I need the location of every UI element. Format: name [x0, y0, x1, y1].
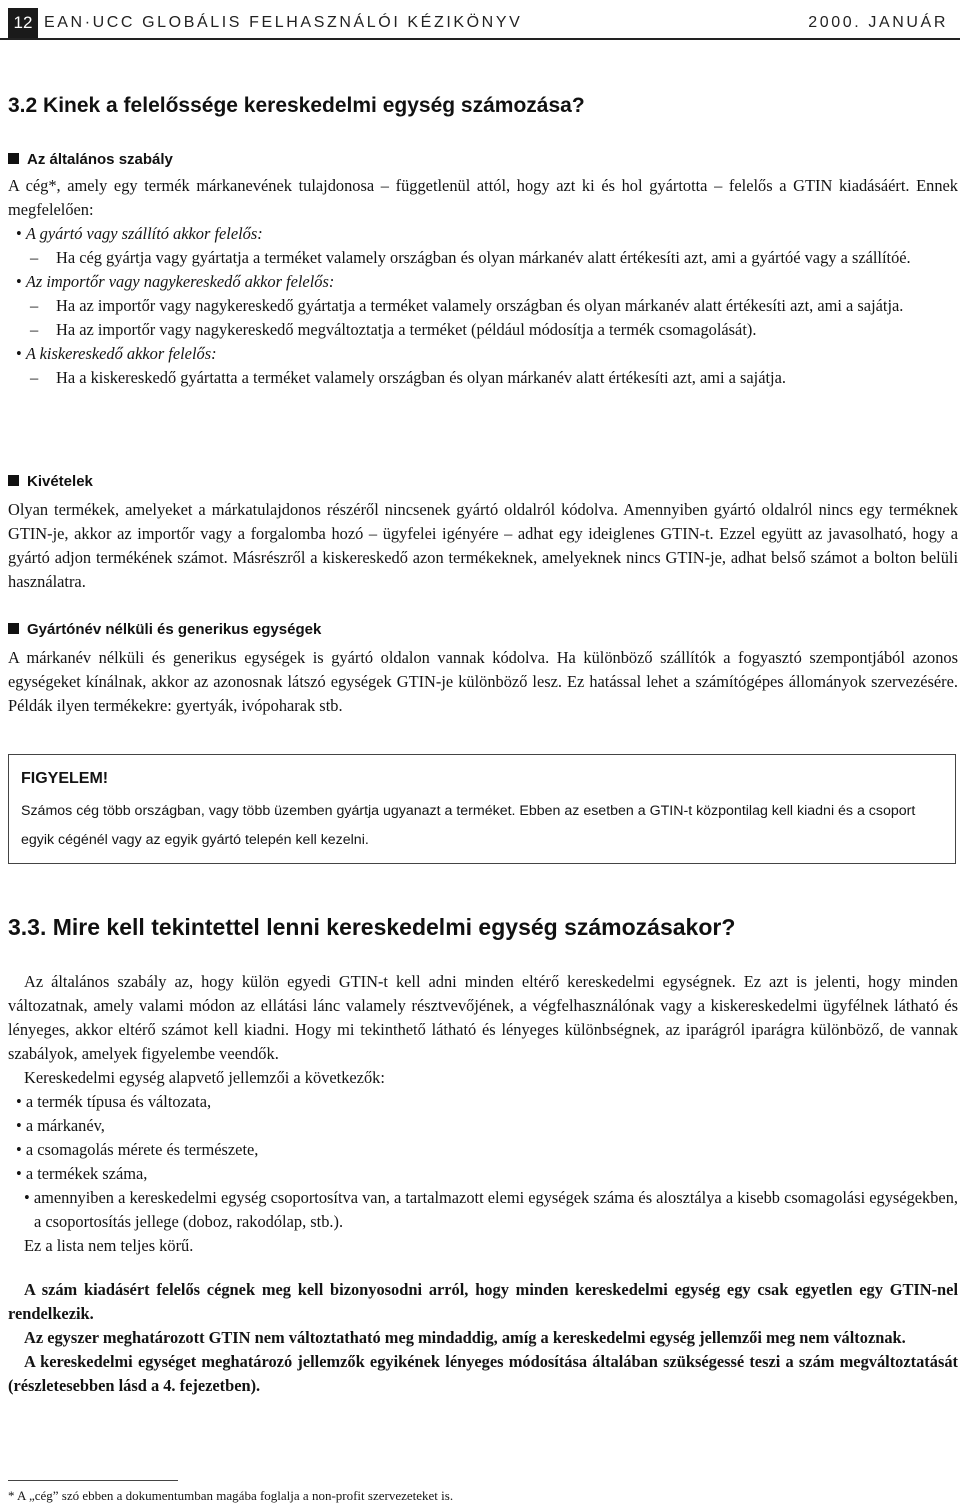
section-3-3-paragraph: Az általános szabály az, hogy külön egyedi GTIN-t kell adni minden eltérő kereskedelmi egységnek. Ez azt is jelenti, hogy minden változatnak, amely valami módon az ellátási lánc valamely résztvevőjének, a végfelhasználónak vagy a kiskereskedelmi ügyfélnek látható és lényeges, akkor eltérő számot kell kiadni. Hogy mi tekinthető látható és lényeges különbségnek, az iparágról iparágra különböző, de vannak szabályok, amelyek figyelembe veendők. — [8, 972, 958, 1063]
footnote-rule — [8, 1480, 178, 1481]
generic-block — [8, 646, 958, 718]
list-item: • a csomagolás mérete és természete, — [16, 1140, 259, 1159]
list-item: • a termék típusa és változata, — [16, 1092, 212, 1111]
exceptions-block — [8, 498, 958, 594]
exceptions-text: Olyan termékek, amelyeket a márkatulajdonos részéről nincsenek gyártó oldalról kódolva. Amennyiben gyártó oldalról nincs egy terméknek GTIN-je, akkor az importőr vagy a forgalomba hozó – ügyfelei igényére – adhat egy ideiglenes GTIN-t. Ezzel együtt az javasolható, hogy a gyártó adjon termékének számot. Másrészről a kiskereskedő azon termékeknek, amelyeknek nincs GTIN-je, adhat belső számot a bolton belüli használatra. — [8, 500, 958, 591]
sub-list-item: – Ha cég gyártja vagy gyártatja a terméket valamely országban és olyan márkanév alatt értékesíti azt, ami a gyártóé vagy a szállítóé. — [30, 248, 911, 267]
sub-list-item: – Ha az importőr vagy nagykereskedő megváltoztatja a terméket (például módosítja a termék csomagolását). — [30, 320, 757, 339]
list-item: • a márkanév, — [16, 1116, 105, 1135]
notice-box — [8, 754, 956, 864]
generic-text: A márkanév nélküli és generikus egységek is gyártó oldalon vannak kódolva. Ha különböző szállítók a fogyasztó szempontjából azonos egységeket kínálnak, akkor az azonosnak látszó egységek GTIN-je különböző lesz. Ez hatással lehet a számítógépes állományok szervezésére. Példák ilyen termékekre: gyertyák, ivópoharak stb. — [8, 648, 958, 715]
notice-text: Számos cég több országban, vagy több üzemben gyártja ugyanazt a terméket. Ebben az esetben a GTIN-t központilag kell kiadni és a csoport egyik cégénél vagy az egyik gyártó telepén kell kezelni. — [21, 803, 916, 848]
section-3-2-title: 3.2 Kinek a felelőssége kereskedelmi egység számozása? — [8, 94, 585, 117]
bold-paragraph: A kereskedelmi egységet meghatározó jellemzők egyikének lényeges módosítása általában szükségessé teszi a szám megváltoztatását (részletesebben lásd a 4. fejezetben). — [8, 1352, 958, 1395]
notice-title: FIGYELEM! — [21, 770, 109, 787]
list-item: • amennyiben a kereskedelmi egység csoportosítva van, a tartalmazott elemi egységek száma és alosztálya a kisebb csomagolási egységekben, a csoportosítás jellege (doboz, rakodólap, stb.). — [24, 1188, 958, 1231]
list-item: • A gyártó vagy szállító akkor felelős: — [16, 224, 263, 243]
page-number: 12 — [8, 8, 38, 38]
sub-list-item: – Ha a kiskereskedő gyártatta a terméket valamely országban és olyan márkanév alatt értékesíti azt, ami a sajátja. — [30, 368, 786, 387]
list-item: • Az importőr vagy nagykereskedő akkor felelős: — [16, 272, 335, 291]
bold-paragraph: A szám kiadásért felelős cégnek meg kell bizonyosodni arról, hogy minden kereskedelmi egység egy csak egyetlen egy GTIN-nel rendelkezik. — [8, 1280, 958, 1323]
square-bullet-icon — [8, 623, 19, 634]
footnote: * A „cég” szó ebben a dokumentumban magába foglalja a non-profit szervezeteket is. — [8, 1488, 454, 1503]
exceptions-heading: Kivételek — [8, 472, 93, 492]
running-title: EAN·UCC GLOBÁLIS FELHASZNÁLÓI KÉZIKÖNYV — [44, 14, 523, 31]
sub-list-item: – Ha az importőr vagy nagykereskedő gyártatja a terméket valamely országban és olyan márkanév alatt értékesíti azt, ami a sajátja. — [30, 296, 904, 315]
section-3-3-block — [8, 970, 958, 1398]
square-bullet-icon — [8, 153, 19, 164]
general-rule-intro: A cég*, amely egy termék márkanevének tulajdonosa – függetlenül attól, hogy azt ki és hol gyártotta – felelős a GTIN kiadásáért. Ennek megfelelően: — [8, 176, 958, 219]
list-outro: Ez a lista nem teljes körű. — [24, 1236, 194, 1255]
header-rule — [0, 38, 960, 40]
running-date: 2000. JANUÁR — [808, 14, 948, 31]
generic-heading: Gyártónév nélküli és generikus egységek — [8, 620, 321, 640]
bold-paragraph: Az egyszer meghatározott GTIN nem változtatható meg mindaddig, amíg a kereskedelmi egység jellemzői meg nem változnak. — [24, 1328, 906, 1347]
general-rule-heading: Az általános szabály — [8, 150, 173, 170]
list-intro: Kereskedelmi egység alapvető jellemzői a következők: — [24, 1068, 385, 1087]
square-bullet-icon — [8, 475, 19, 486]
list-item: • a termékek száma, — [16, 1164, 148, 1183]
list-item: • A kiskereskedő akkor felelős: — [16, 344, 217, 363]
section-3-3-title: 3.3. Mire kell tekintettel lenni kereskedelmi egység számozásakor? — [8, 914, 736, 940]
general-rule-block — [8, 174, 958, 390]
